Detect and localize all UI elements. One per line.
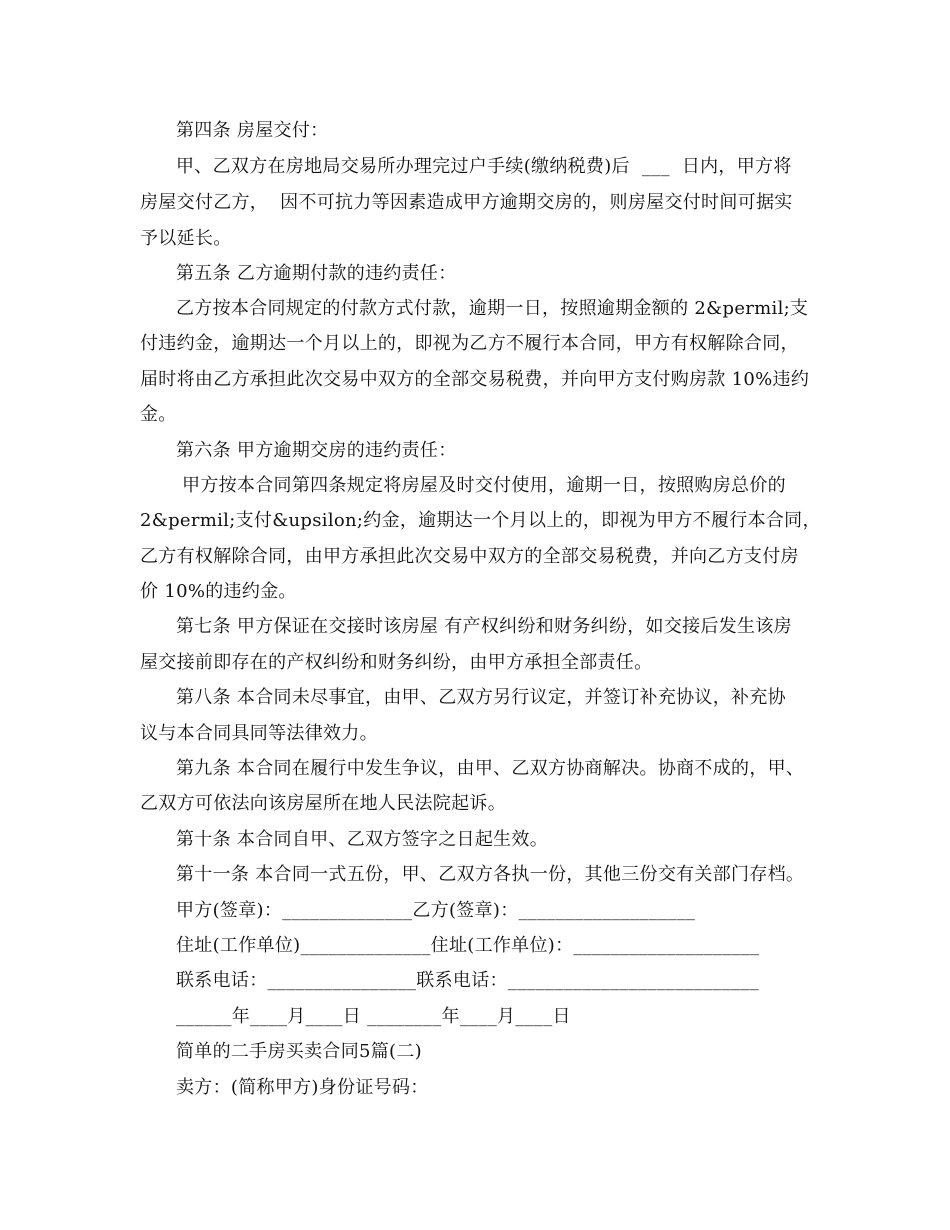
article-10-text: 第十条 本合同自甲、乙双方签字之日起生效。: [176, 829, 549, 850]
address-line: 住址(工作单位)______________住址(工作单位)：____________________: [176, 935, 760, 956]
article-11-text: 第十一条 本合同一式五份，甲、乙双方各执一份，其他三份交有关部门存档。: [176, 864, 805, 885]
article-9-text-line-1: 第九条 本合同在履行中发生争议，由甲、乙双方协商解决。协商不成的，甲、: [176, 758, 805, 779]
article-9-text-line-2: 乙双方可依法向该房屋所在地人民法院起诉。: [140, 793, 506, 814]
article-4-text-line-3: 予以延长。: [140, 228, 232, 249]
section-title: 简单的二手房买卖合同5篇(二): [176, 1041, 422, 1062]
article-5-text-line-3: 届时将由乙方承担此次交易中双方的全部交易税费，并向甲方支付购房款 10%违约: [140, 369, 810, 390]
article-5-text-line-1: 乙方按本合同规定的付款方式付款，逾期一日，按照逾期金额的 2&permil;支: [176, 298, 809, 319]
article-6-text-line-4: 价 10%的违约金。: [140, 581, 297, 602]
article-6-text-line-1: 甲方按本合同第四条规定将房屋及时交付使用，逾期一日，按照购房总价的: [176, 475, 786, 496]
article-5-text-line-4: 金。: [140, 404, 177, 425]
article-4-text-line-2: 房屋交付乙方， 因不可抗力等因素造成甲方逾期交房的，则房屋交付时间可据实: [140, 192, 793, 213]
article-7-text-line-2: 屋交接前即存在的产权纠纷和财务纠纷，由甲方承担全部责任。: [140, 652, 653, 673]
article-6-text-line-3: 乙方有权解除合同，由甲方承担此次交易中双方的全部交易税费，并向乙方支付房: [140, 546, 799, 567]
article-8-text-line-1: 第八条 本合同未尽事宜，由甲、乙双方另行议定，并签订补充协议，补充协: [176, 687, 786, 708]
article-7-text-line-1: 第七条 甲方保证在交接时该房屋 有产权纠纷和财务纠纷，如交接后发生该房: [176, 616, 792, 637]
article-5-text-line-2: 付违约金，逾期达一个月以上的，即视为乙方不履行本合同，甲方有权解除合同，: [140, 333, 799, 354]
article-8-text-line-2: 议与本合同具同等法律效力。: [140, 723, 378, 744]
article-6-heading: 第六条 甲方逾期交房的违约责任：: [176, 440, 457, 461]
date-line: ______年____月____日 ________年____月____日: [176, 1006, 571, 1027]
signature-line: 甲方(签章)：______________乙方(签章)：___________________: [176, 900, 696, 921]
article-5-heading: 第五条 乙方逾期付款的违约责任：: [176, 263, 457, 284]
seller-line: 卖方：(简称甲方)身份证号码：: [176, 1077, 429, 1098]
article-6-text-line-2: 2&permil;支付&upsilon;约金，逾期达一个月以上的，即视为甲方不履行本合同，: [140, 510, 821, 531]
article-4-heading: 第四条 房屋交付：: [176, 120, 329, 141]
phone-line: 联系电话：________________联系电话：___________________________: [176, 970, 759, 991]
article-4-text-line-1: 甲、乙双方在房地局交易所办理完过户手续(缴纳税费)后 ___ 日内，甲方将: [176, 156, 792, 177]
